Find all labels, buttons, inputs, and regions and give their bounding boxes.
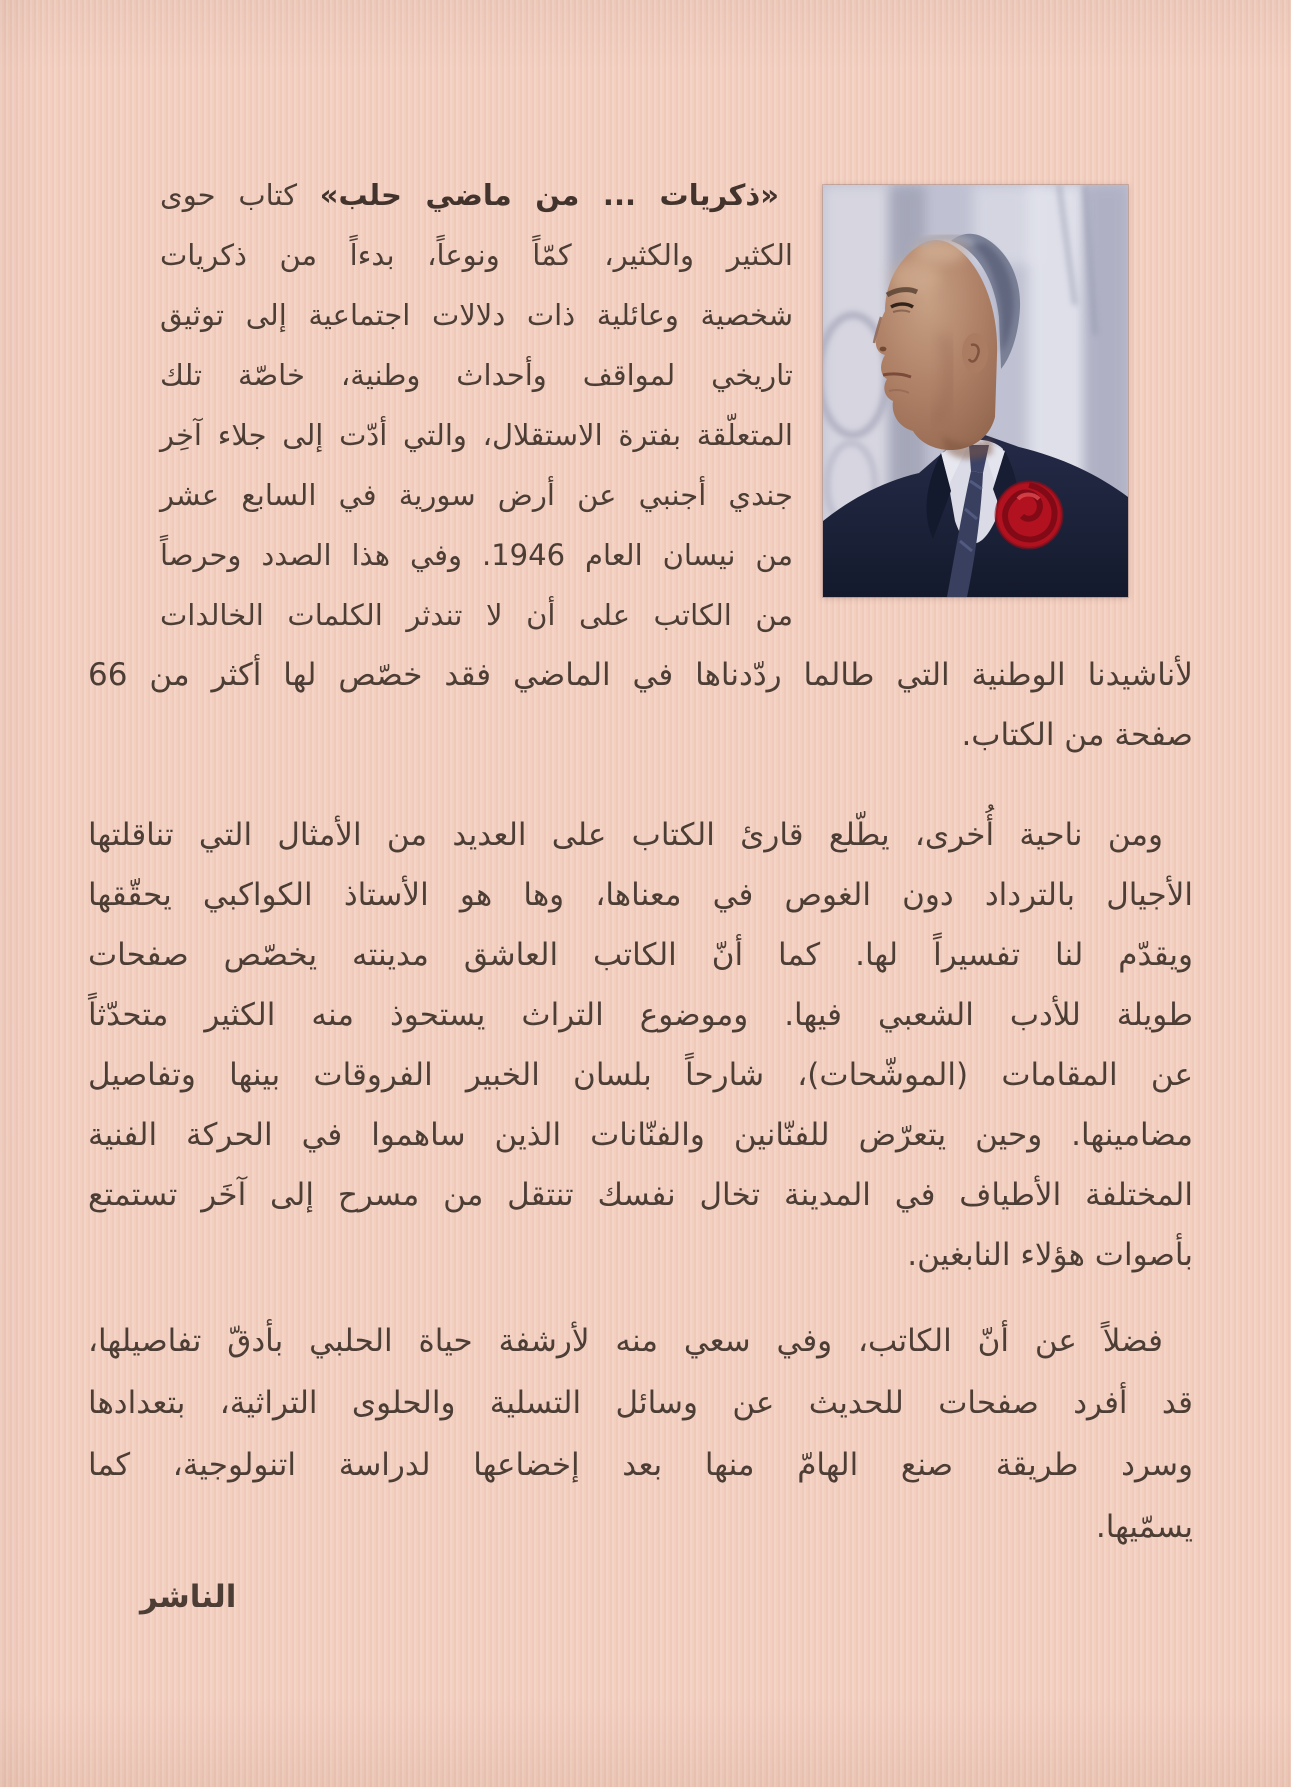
p2-line-4: طويلة للأدب الشعبي فيها. وموضوع التراث يستحوذ منه الكثير متحدّثاً (88, 997, 1193, 1033)
p1-line-9: لأناشيدنا الوطنية التي طالما ردّدناها في الماضي فقد خصّص لها أكثر من 66 (88, 657, 1193, 693)
p2-line-7: المختلفة الأطياف في المدينة تخال نفسك تنتقل من مسرح إلى آخَر تستمتع (88, 1177, 1193, 1213)
p1-line-3: شخصية وعائلية ذات دلالات اجتماعية إلى توثيق (160, 298, 793, 332)
p2-line-3: ويقدّم لنا تفسيراً لها. كما أنّ الكاتب العاشق مدينته يخصّص صفحات (88, 937, 1193, 973)
author-portrait-illustration (823, 185, 1128, 597)
p1-line-10: صفحة من الكتاب. (961, 717, 1193, 753)
p3-line-1: فضلاً عن أنّ الكاتب، وفي سعي منه لأرشفة حياة الحلبي بأدقّ تفاصيلها، (88, 1323, 1163, 1359)
p3-line-2: قد أفرد صفحات للحديث عن وسائل التسلية والحلوى التراثية، بتعدادها (88, 1385, 1193, 1421)
book-title: «ذكريات ... من ماضي حلب» (319, 178, 779, 212)
rose-boutonniere (996, 482, 1062, 548)
p1-line-5: المتعلّقة بفترة الاستقلال، والتي أدّت إلى جلاء آخِر (160, 418, 793, 452)
author-photo (823, 185, 1128, 597)
p1-line-4: تاريخي لمواقف وأحداث وطنية، خاصّة تلك (160, 358, 793, 392)
p2-line-1: ومن ناحية أُخرى، يطّلع قارئ الكتاب على العديد من الأمثال التي تناقلتها (88, 817, 1163, 853)
p2-line-2: الأجيال بالترداد دون الغوص في معناها، وها هو الأستاذ الكواكبي يحقّقها (88, 877, 1193, 913)
p1-line-7: من نيسان العام 1946. وفي هذا الصدد وحرصاً (160, 538, 793, 572)
p2-line-8: بأصوات هؤلاء النابغين. (907, 1237, 1193, 1273)
p3-line-3: وسرد طريقة صنع الهامّ منها بعد إخضاعها لدراسة اتنولوجية، كما (88, 1447, 1193, 1483)
p1-line-2: الكثير والكثير، كمّاً ونوعاً، بدءاً من ذكريات (160, 238, 793, 272)
p1-line-1-rest: كتاب حوى (160, 178, 298, 212)
p3-line-4: يسمّيها. (1095, 1509, 1193, 1545)
p2-line-6: مضامينها. وحين يتعرّض للفنّانين والفنّانات الذين ساهموا في الحركة الفنية (88, 1117, 1193, 1153)
p1-line-6: جندي أجنبي عن أرض سورية في السابع عشر (160, 478, 793, 512)
publisher-signature: الناشر (140, 1579, 237, 1615)
p2-line-5: عن المقامات (الموشّحات)، شارحاً بلسان الخبير الفروقات بينها وتفاصيل (88, 1057, 1193, 1093)
p1-line-1 (160, 165, 779, 225)
p1-line-8: من الكاتب على أن لا تندثر الكلمات الخالدات (160, 598, 793, 632)
